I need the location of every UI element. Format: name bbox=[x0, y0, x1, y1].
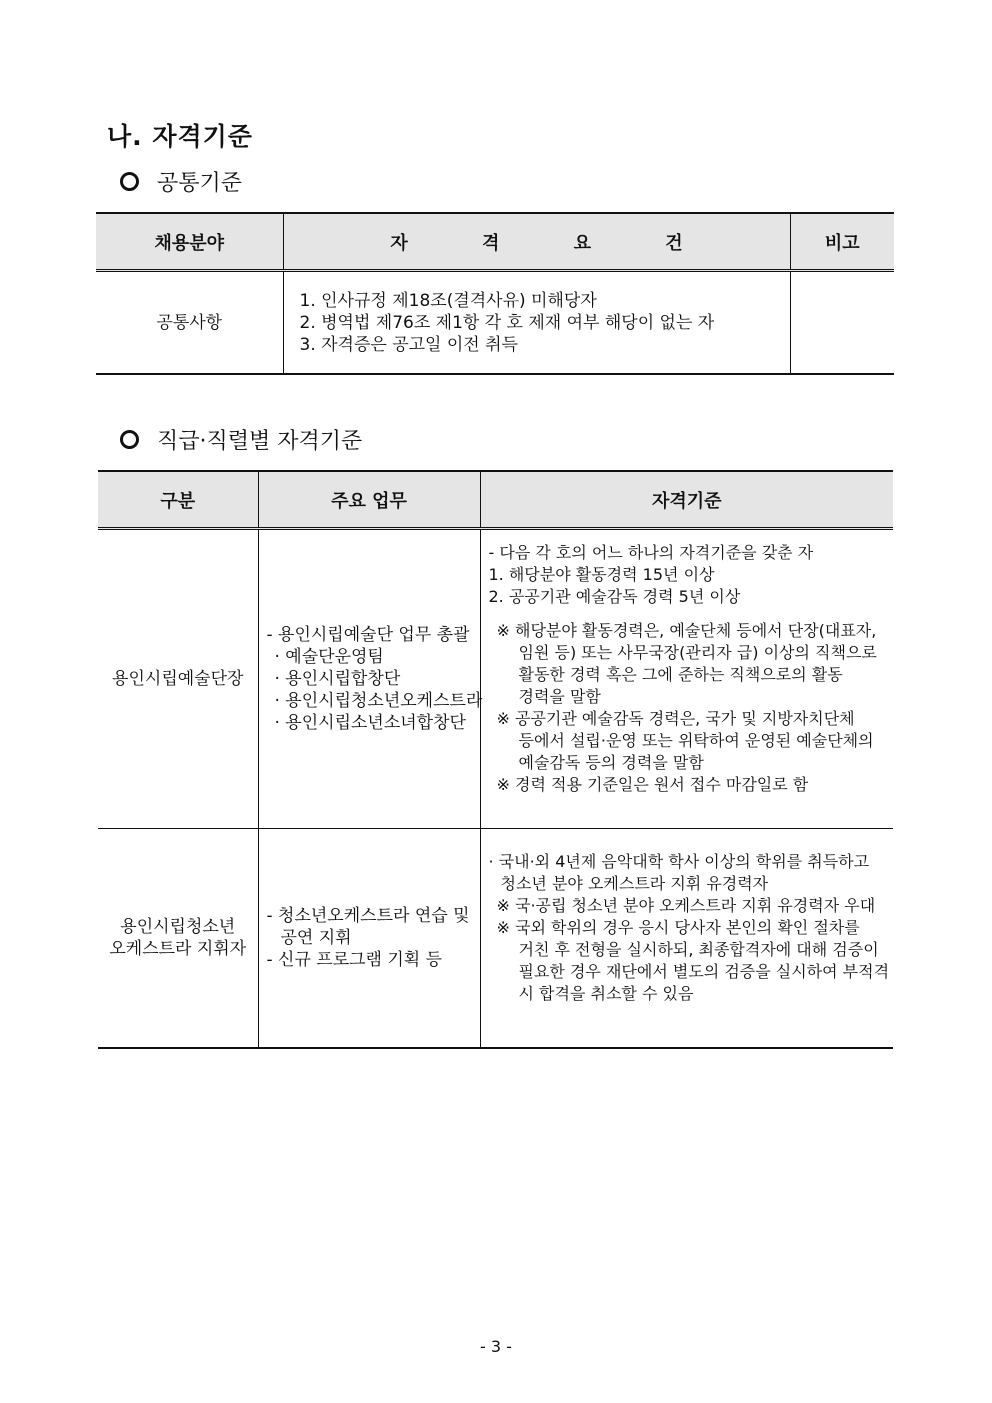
common-criteria-table bbox=[96, 212, 894, 375]
requirement-item: 1. 인사규정 제18조(결격사유) 미해당자 bbox=[299, 290, 597, 311]
criteria-note: 활동한 경력 혹은 그에 준하는 직책으로의 활동 bbox=[518, 665, 843, 684]
criteria-note: 거친 후 전형을 실시하되, 최종합격자에 대해 검증이 bbox=[518, 940, 879, 959]
criteria-note: 경력을 말함 bbox=[518, 687, 601, 706]
criteria-item: 1. 해당분야 활동경력 15년 이상 bbox=[488, 565, 715, 584]
table-header-row bbox=[96, 213, 894, 271]
criteria-note: ※ 공공기관 예술감독 경력은, 국가 및 지방자치단체 bbox=[496, 709, 855, 728]
requirements-cell bbox=[283, 271, 790, 375]
duty-item: · 용인시립청소년오케스트라 bbox=[274, 691, 483, 711]
header-criteria: 자격기준 bbox=[480, 471, 893, 529]
criteria-note: 필요한 경우 재단에서 별도의 검증을 실시하여 부적격 bbox=[518, 962, 890, 981]
duty-item: - 청소년오케스트라 연습 및 bbox=[266, 906, 470, 926]
grade-criteria-subtitle-text: 직급·직렬별 자격기준 bbox=[157, 429, 363, 454]
category-cell bbox=[98, 829, 258, 1049]
criteria-note: 등에서 설립·운영 또는 위탁하여 운영된 예술단체의 bbox=[518, 731, 874, 750]
table-row bbox=[96, 271, 894, 375]
duty-item: · 예술단운영팀 bbox=[274, 647, 384, 667]
category-cell: 용인시립예술단장 bbox=[98, 529, 258, 829]
category-line: 오케스트라 지휘자 bbox=[109, 939, 247, 959]
grade-criteria-table bbox=[98, 470, 893, 1049]
section-title: 나. 자격기준 bbox=[107, 122, 253, 151]
field-cell: 공통사항 bbox=[96, 271, 283, 375]
criteria-item: 청소년 분야 오케스트라 지휘 유경력자 bbox=[500, 874, 769, 893]
criteria-note: ※ 국외 학위의 경우 응시 당사자 본인의 확인 절차를 bbox=[496, 918, 860, 937]
criteria-note: 시 합격을 취소할 수 있음 bbox=[518, 984, 694, 1003]
header-requirements: 자 격 요 건 bbox=[283, 213, 790, 271]
header-field: 채용분야 bbox=[96, 213, 283, 271]
header-note: 비고 bbox=[790, 213, 894, 271]
duty-item: 공연 지휘 bbox=[280, 928, 352, 948]
requirement-item: 2. 병역법 제76조 제1항 각 호 제재 여부 해당이 없는 자 bbox=[299, 312, 715, 333]
criteria-cell bbox=[480, 829, 893, 1049]
hollow-circle-bullet-icon bbox=[120, 430, 139, 449]
criteria-note: ※ 해당분야 활동경력은, 예술단체 등에서 단장(대표자, bbox=[496, 621, 877, 640]
common-criteria-subtitle-text: 공통기준 bbox=[157, 171, 243, 196]
table-row bbox=[98, 529, 893, 829]
note-cell bbox=[790, 271, 894, 375]
requirement-item: 3. 자격증은 공고일 이전 취득 bbox=[299, 334, 518, 355]
duty-item: - 용인시립예술단 업무 총괄 bbox=[266, 625, 470, 645]
category-line: 용인시립청소년 bbox=[120, 917, 236, 937]
criteria-note: ※ 국·공립 청소년 분야 오케스트라 지휘 유경력자 우대 bbox=[496, 896, 876, 915]
duties-cell bbox=[258, 829, 480, 1049]
criteria-note: ※ 경력 적용 기준일은 원서 접수 마감일로 함 bbox=[496, 775, 809, 794]
duty-item: · 용인시립합창단 bbox=[274, 669, 401, 689]
criteria-note: 예술감독 등의 경력을 말함 bbox=[518, 753, 704, 772]
duty-item: - 신규 프로그램 기획 등 bbox=[266, 950, 443, 970]
criteria-item: - 다음 각 호의 어느 하나의 자격기준을 갖춘 자 bbox=[488, 543, 814, 562]
table-row bbox=[98, 829, 893, 1049]
criteria-note: 임원 등) 또는 사무국장(관리자 급) 이상의 직책으로 bbox=[518, 643, 877, 662]
header-duties: 주요 업무 bbox=[258, 471, 480, 529]
criteria-item: · 국내·외 4년제 음악대학 학사 이상의 학위를 취득하고 bbox=[488, 852, 870, 871]
hollow-circle-bullet-icon bbox=[120, 172, 139, 191]
criteria-cell bbox=[480, 529, 893, 829]
grade-criteria-subtitle bbox=[120, 424, 362, 455]
header-category: 구분 bbox=[98, 471, 258, 529]
common-criteria-subtitle bbox=[120, 166, 242, 197]
criteria-item: 2. 공공기관 예술감독 경력 5년 이상 bbox=[488, 587, 741, 606]
table-header-row bbox=[98, 471, 893, 529]
duty-item: · 용인시립소년소녀합창단 bbox=[274, 713, 466, 733]
duties-cell bbox=[258, 529, 483, 829]
page-number: - 3 - bbox=[480, 1337, 512, 1356]
